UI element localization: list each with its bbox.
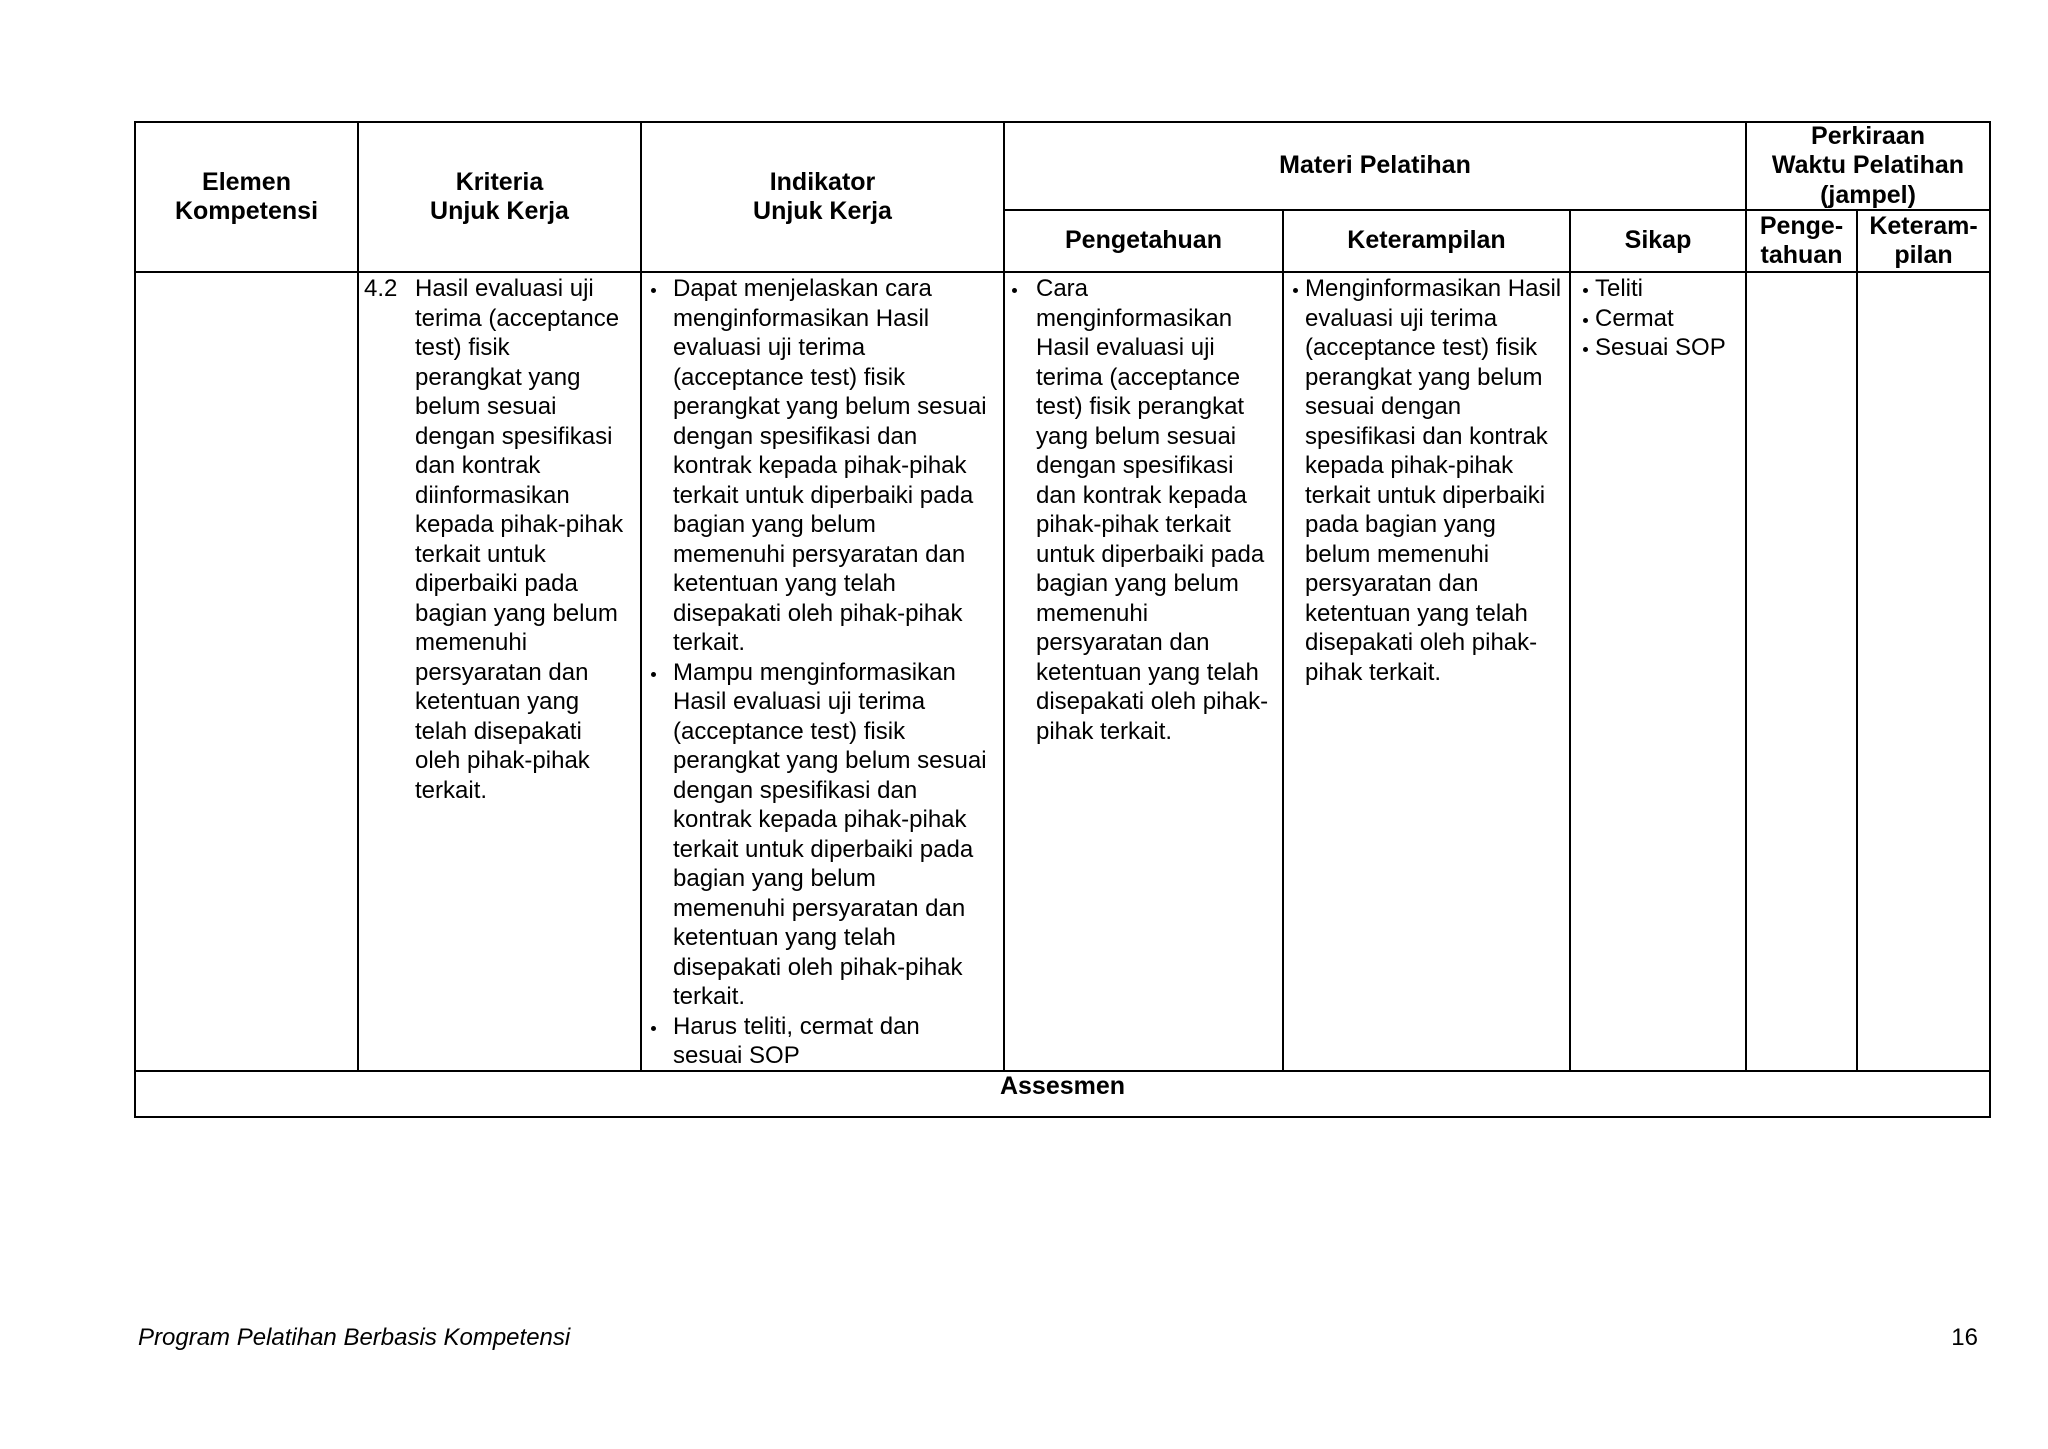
indikator-line: evaluasi uji terima <box>673 334 866 361</box>
header-line: Kriteria <box>455 167 544 196</box>
indikator-item <box>642 274 1003 658</box>
header-waktu-keterampilan <box>1858 211 1989 271</box>
keterampilan-line: (acceptance test) fisik <box>1305 334 1538 361</box>
indikator-line: terkait untuk diperbaiki pada <box>673 481 974 509</box>
header-perkiraan-waktu-pelatihan <box>1747 123 1989 209</box>
keterampilan-line: pada bagian yang <box>1305 511 1496 538</box>
header-line: Unjuk Kerja <box>753 197 892 225</box>
sikap-cell <box>1571 273 1745 1070</box>
waktu-keterampilan-cell <box>1858 273 1989 1070</box>
indikator-line: perangkat yang belum sesuai <box>673 747 987 774</box>
sikap-item <box>1571 274 1745 304</box>
indikator-line: sesuai SOP <box>673 1042 800 1069</box>
keterampilan-line: perangkat yang belum <box>1305 363 1543 391</box>
keterampilan-item <box>1284 274 1569 687</box>
indikator-line: Dapat menjelaskan cara <box>673 275 932 302</box>
indikator-line: kontrak kepada pihak-pihak <box>673 806 967 833</box>
kriteria-line: diinformasikan <box>415 481 570 509</box>
keterampilan-line: terkait untuk diperbaiki <box>1305 481 1546 509</box>
indikator-line: menginformasikan Hasil <box>673 304 930 332</box>
kriteria-line: ketentuan yang <box>415 688 580 715</box>
kriteria-line: Hasil evaluasi uji <box>415 275 594 302</box>
indikator-line: kontrak kepada pihak-pihak <box>673 452 967 479</box>
indikator-text <box>673 658 1003 1012</box>
keterampilan-line: persyaratan dan <box>1305 570 1479 597</box>
keterampilan-line: belum memenuhi <box>1305 540 1490 568</box>
page-number: 16 <box>1951 1324 1978 1351</box>
pengetahuan-line: terima (acceptance <box>1036 363 1241 391</box>
pengetahuan-line: dan kontrak kepada <box>1036 481 1247 509</box>
kriteria-line: kepada pihak-pihak <box>415 511 624 538</box>
kriteria-line: test) fisik <box>415 334 510 361</box>
waktu-pengetahuan-cell <box>1747 273 1856 1070</box>
header-line: Sikap <box>1624 226 1692 255</box>
header-indikator-unjuk-kerja <box>642 123 1003 271</box>
kriteria-line: terkait untuk <box>415 540 546 568</box>
elemen-kompetensi-cell <box>136 273 357 1070</box>
sikap-line: Sesuai SOP <box>1595 334 1726 361</box>
header-line: (jampel) <box>1820 180 1916 209</box>
kriteria-line: belum sesuai <box>415 393 557 420</box>
indikator-text <box>673 1012 1003 1071</box>
header-elemen-kompetensi <box>136 123 357 271</box>
pengetahuan-line: persyaratan dan <box>1036 629 1210 656</box>
header-line: Unjuk Kerja <box>430 197 569 225</box>
keterampilan-line: kepada pihak-pihak <box>1305 452 1514 479</box>
bullet-icon <box>1583 347 1588 352</box>
header-line: Perkiraan <box>1811 121 1925 150</box>
pengetahuan-item <box>1005 274 1282 746</box>
kriteria-line: perangkat yang <box>415 363 581 391</box>
pengetahuan-line: disepakati oleh pihak- <box>1036 688 1269 715</box>
kriteria-line: persyaratan dan <box>415 658 589 686</box>
footer-program-title: Program Pelatihan Berbasis Kompetensi <box>138 1324 571 1351</box>
indikator-line: disepakati oleh pihak-pihak <box>673 953 963 981</box>
bullet-icon <box>1583 288 1588 293</box>
indikator-line: (acceptance test) fisik <box>673 363 906 391</box>
indikator-line: ketentuan yang telah <box>673 924 896 951</box>
indikator-line: ketentuan yang telah <box>673 570 896 597</box>
indikator-line: dengan spesifikasi dan <box>673 422 918 450</box>
header-line: Keteram- <box>1869 211 1978 240</box>
pengetahuan-cell <box>1005 273 1282 1070</box>
keterampilan-line: Menginformasikan Hasil <box>1305 275 1562 302</box>
bullet-icon <box>651 672 656 677</box>
bullet-icon <box>1583 318 1588 323</box>
pengetahuan-line: yang belum sesuai <box>1036 422 1237 450</box>
pengetahuan-line: Hasil evaluasi uji <box>1036 334 1215 361</box>
keterampilan-line: ketentuan yang telah <box>1305 599 1528 627</box>
header-line: tahuan <box>1760 241 1843 269</box>
indikator-line: Hasil evaluasi uji terima <box>673 688 926 715</box>
header-waktu-pengetahuan <box>1747 211 1856 271</box>
indikator-item <box>642 658 1003 1012</box>
sikap-item <box>1571 304 1745 334</box>
keterampilan-cell <box>1284 273 1569 1070</box>
indikator-item <box>642 1012 1003 1071</box>
kriteria-number: 4.2 <box>364 275 398 302</box>
kriteria-line: oleh pihak-pihak <box>415 747 590 774</box>
header-keterampilan <box>1284 211 1569 271</box>
kriteria-line: telah disepakati <box>415 717 582 745</box>
indikator-line: memenuhi persyaratan dan <box>673 540 966 568</box>
header-line: Kompetensi <box>174 197 319 225</box>
keterampilan-text <box>1305 274 1569 687</box>
pengetahuan-line: test) fisik perangkat <box>1036 393 1245 420</box>
indikator-cell <box>642 273 1003 1070</box>
indikator-line: bagian yang belum <box>673 511 876 538</box>
pengetahuan-line: dengan spesifikasi <box>1036 452 1234 479</box>
kriteria-line: dan kontrak <box>415 452 541 479</box>
kriteria-line: dengan spesifikasi <box>415 422 613 450</box>
pengetahuan-line: memenuhi <box>1036 599 1149 627</box>
indikator-line: disepakati oleh pihak-pihak <box>673 599 963 627</box>
kriteria-text <box>415 274 640 805</box>
header-pengetahuan <box>1005 211 1282 271</box>
pengetahuan-line: untuk diperbaiki pada <box>1036 540 1265 568</box>
indikator-line: dengan spesifikasi dan <box>673 776 918 804</box>
header-line: Pengetahuan <box>1065 226 1222 255</box>
indikator-line: terkait untuk diperbaiki pada <box>673 835 974 863</box>
header-line: Waktu Pelatihan <box>1771 151 1965 180</box>
indikator-line: terkait. <box>673 629 746 656</box>
keterampilan-line: spesifikasi dan kontrak <box>1305 422 1548 450</box>
bullet-icon <box>1293 288 1298 293</box>
indikator-line: perangkat yang belum sesuai <box>673 393 987 420</box>
assesmen-label: Assesmen <box>999 1072 1126 1100</box>
indikator-line: (acceptance test) fisik <box>673 717 906 745</box>
pengetahuan-line: Cara <box>1036 275 1089 302</box>
pengetahuan-line: menginformasikan <box>1036 304 1233 332</box>
keterampilan-line: evaluasi uji terima <box>1305 304 1498 332</box>
pengetahuan-line: pihak-pihak terkait <box>1036 511 1231 538</box>
indikator-line: bagian yang belum <box>673 865 876 892</box>
indikator-line: memenuhi persyaratan dan <box>673 894 966 922</box>
header-line: Elemen <box>202 167 291 196</box>
pengetahuan-text <box>1036 274 1282 746</box>
header-line: Materi Pelatihan <box>1279 151 1471 180</box>
indikator-line: Harus teliti, cermat dan <box>673 1012 920 1040</box>
competency-table <box>134 121 1991 1118</box>
header-sikap <box>1571 211 1745 271</box>
indikator-text <box>673 274 1003 658</box>
kriteria-line: terima (acceptance <box>415 304 620 332</box>
kriteria-line: memenuhi <box>415 629 528 656</box>
pengetahuan-line: pihak terkait. <box>1036 717 1173 745</box>
keterampilan-line: sesuai dengan <box>1305 393 1462 420</box>
bullet-icon <box>651 1026 656 1031</box>
pengetahuan-line: ketentuan yang telah <box>1036 658 1259 686</box>
header-line: Keterampilan <box>1347 226 1506 255</box>
header-line: Indikator <box>769 167 876 196</box>
assesmen-row <box>136 1072 1989 1116</box>
kriteria-line: diperbaiki pada <box>415 570 578 597</box>
bullet-icon <box>651 288 656 293</box>
sikap-line: Teliti <box>1595 275 1644 302</box>
kriteria-line: bagian yang belum <box>415 599 618 627</box>
keterampilan-line: disepakati oleh pihak- <box>1305 629 1538 656</box>
sikap-line: Cermat <box>1595 304 1674 332</box>
kriteria-cell <box>359 273 640 1070</box>
pengetahuan-line: bagian yang belum <box>1036 570 1239 597</box>
kriteria-line: terkait. <box>415 776 488 804</box>
header-line: pilan <box>1894 241 1953 269</box>
indikator-line: Mampu menginformasikan <box>673 658 956 686</box>
indikator-line: terkait. <box>673 983 746 1010</box>
header-materi-pelatihan <box>1005 123 1745 209</box>
header-line: Penge- <box>1759 211 1844 240</box>
header-kriteria-unjuk-kerja <box>359 123 640 271</box>
keterampilan-line: pihak terkait. <box>1305 658 1442 686</box>
sikap-item <box>1571 333 1745 363</box>
bullet-icon <box>1012 288 1017 293</box>
